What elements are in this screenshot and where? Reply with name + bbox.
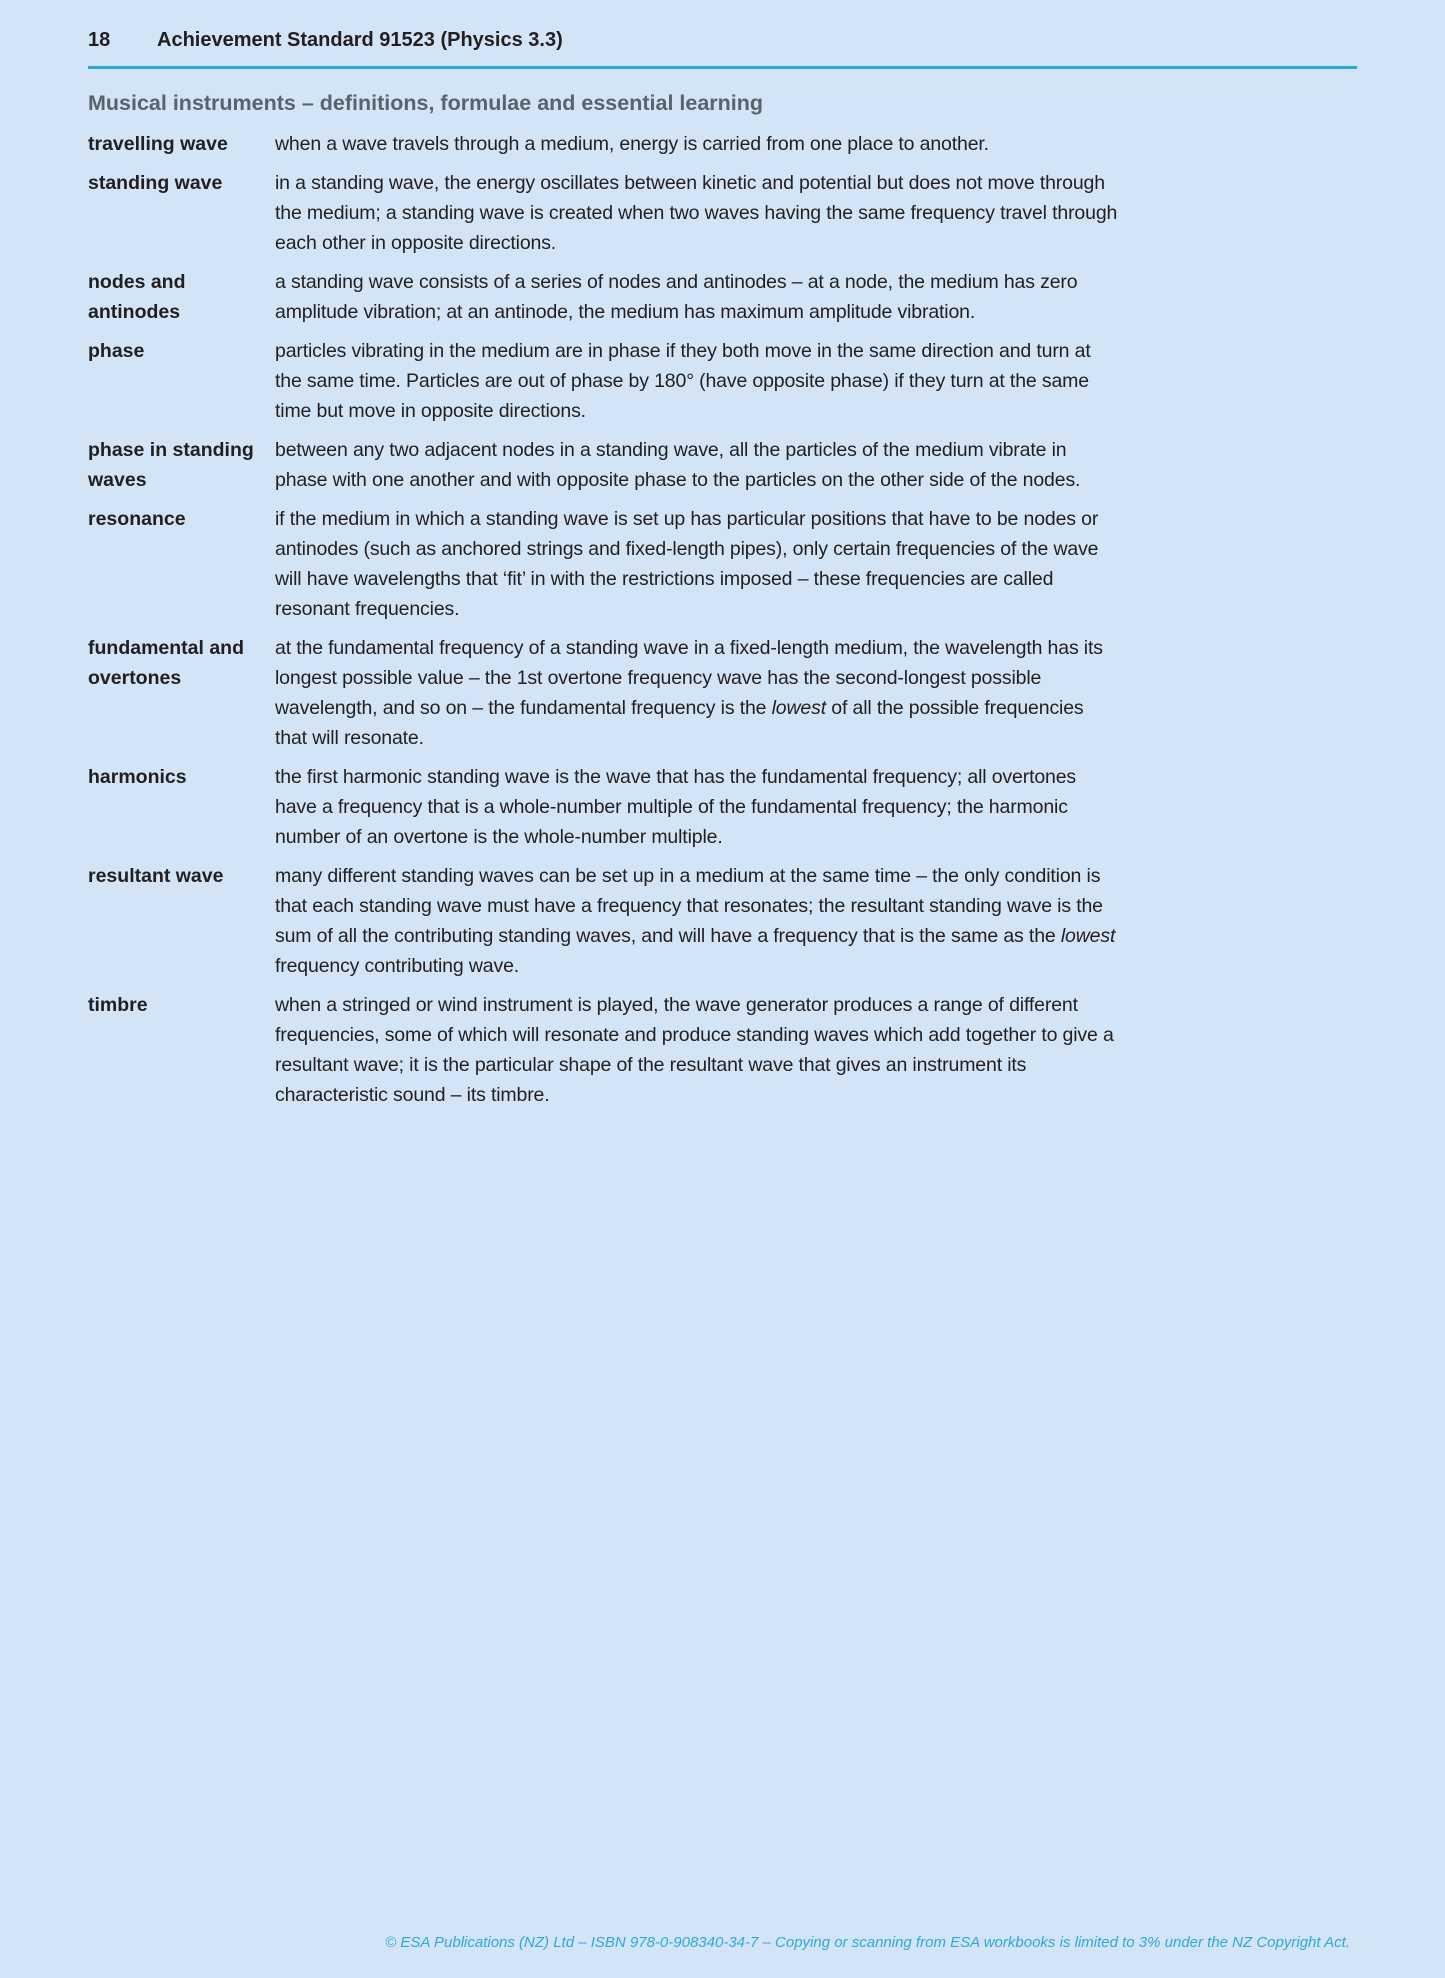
definition-row <box>88 861 1357 981</box>
definition-text <box>275 633 1120 753</box>
definition-text-segment: a standing wave consists of a series of nodes and antinodes – at a node, the medium has zero amplitude vibration; at an antinode, the medium has maximum amplitude vibration. <box>275 271 1078 323</box>
definition-text <box>275 336 1120 426</box>
definition-row <box>88 504 1357 624</box>
definition-text <box>275 267 1120 327</box>
definition-text-segment: lowest <box>1060 925 1116 947</box>
definitions-list <box>88 129 1357 1110</box>
definition-text <box>275 168 1120 258</box>
definition-term: fundamental and overtones <box>88 637 245 689</box>
definition-text-segment: the first harmonic standing wave is the wave that has the fundamental frequency; all overtones have a frequency that is a whole-number multiple of the fundamental frequency; the harmonic number of an overtone is the whole-number multiple. <box>275 766 1077 848</box>
definition-term: timbre <box>88 994 148 1016</box>
definition-text <box>275 435 1120 495</box>
definition-row <box>88 990 1357 1110</box>
definition-text-segment: particles vibrating in the medium are in phase if they both move in the same direction and turn at the same time. Particles are out of phase by 180° (have opposite phase) if they turn at the same time but move in opposite directions. <box>275 340 1091 422</box>
definition-term: resonance <box>88 508 186 530</box>
definition-text <box>275 129 1120 159</box>
definition-text <box>275 990 1120 1110</box>
definition-text <box>275 762 1120 852</box>
page-header <box>0 0 1445 52</box>
definition-text-segment: of all the possible frequencies that will resonate. <box>275 697 1084 749</box>
definition-text-segment: if the medium in which a standing wave is set up has particular positions that have to be nodes or antinodes (such as anchored strings and fixed-length pipes), only certain frequencies of the wave will have wavelengths that ‘fit’ in with the restrictions imposed – these frequencies are called resonant frequencies. <box>275 508 1099 620</box>
definition-row <box>88 168 1357 258</box>
definition-text-segment: at the fundamental frequency of a standing wave in a fixed-length medium, the wavelength has its longest possible value – the 1st overtone frequency wave has the second-longest possible wavelength, and so on – the fundamental frequency is the <box>275 637 1103 719</box>
definition-text-segment: when a stringed or wind instrument is played, the wave generator produces a range of different frequencies, some of which will resonate and produce standing waves which add together to give a resultant wave; it is the particular shape of the resultant wave that gives an instrument its characteristic sound – its timbre. <box>275 994 1114 1106</box>
definition-text-segment: when a wave travels through a medium, energy is carried from one place to another. <box>275 133 989 155</box>
definition-text-segment: in a standing wave, the energy oscillates between kinetic and potential but does not move through the medium; a standing wave is created when two waves having the same frequency travel through each other in opposite directions. <box>275 172 1118 254</box>
definition-term: resultant wave <box>88 865 224 887</box>
page-footer: © ESA Publications (NZ) Ltd – ISBN 978-0-908340-34-7 – Copying or scanning from ESA workbooks is limited to 3% under the NZ Copyright Act. <box>385 1934 1350 1951</box>
definition-term: phase in standing waves <box>88 439 254 491</box>
definition-row <box>88 267 1357 327</box>
section-title: Musical instruments – definitions, formulae and essential learning <box>88 91 764 115</box>
page-number: 18 <box>88 29 111 51</box>
header-rule-divider <box>88 66 1357 69</box>
definition-text <box>275 861 1120 981</box>
definition-term: phase <box>88 340 145 362</box>
definition-row <box>88 129 1357 159</box>
definition-row <box>88 336 1357 426</box>
definition-row <box>88 762 1357 852</box>
definition-term: standing wave <box>88 172 223 194</box>
definition-text <box>275 504 1120 624</box>
header-title: Achievement Standard 91523 (Physics 3.3) <box>157 29 563 51</box>
definition-term: nodes and antinodes <box>88 271 186 323</box>
definition-text-segment: many different standing waves can be set up in a medium at the same time – the only condition is that each standing wave must have a frequency that resonates; the resultant standing wave is the sum of all the contributing standing waves, and will have a frequency that is the same as the <box>275 865 1103 947</box>
definition-term: harmonics <box>88 766 187 788</box>
definition-term: travelling wave <box>88 133 228 155</box>
definition-row <box>88 435 1357 495</box>
definition-row <box>88 633 1357 753</box>
definition-text-segment: frequency contributing wave. <box>275 955 520 977</box>
definition-text-segment: between any two adjacent nodes in a standing wave, all the particles of the medium vibrate in phase with one another and with opposite phase to the particles on the other side of the nodes. <box>275 439 1081 491</box>
definition-text-segment: lowest <box>771 697 826 719</box>
